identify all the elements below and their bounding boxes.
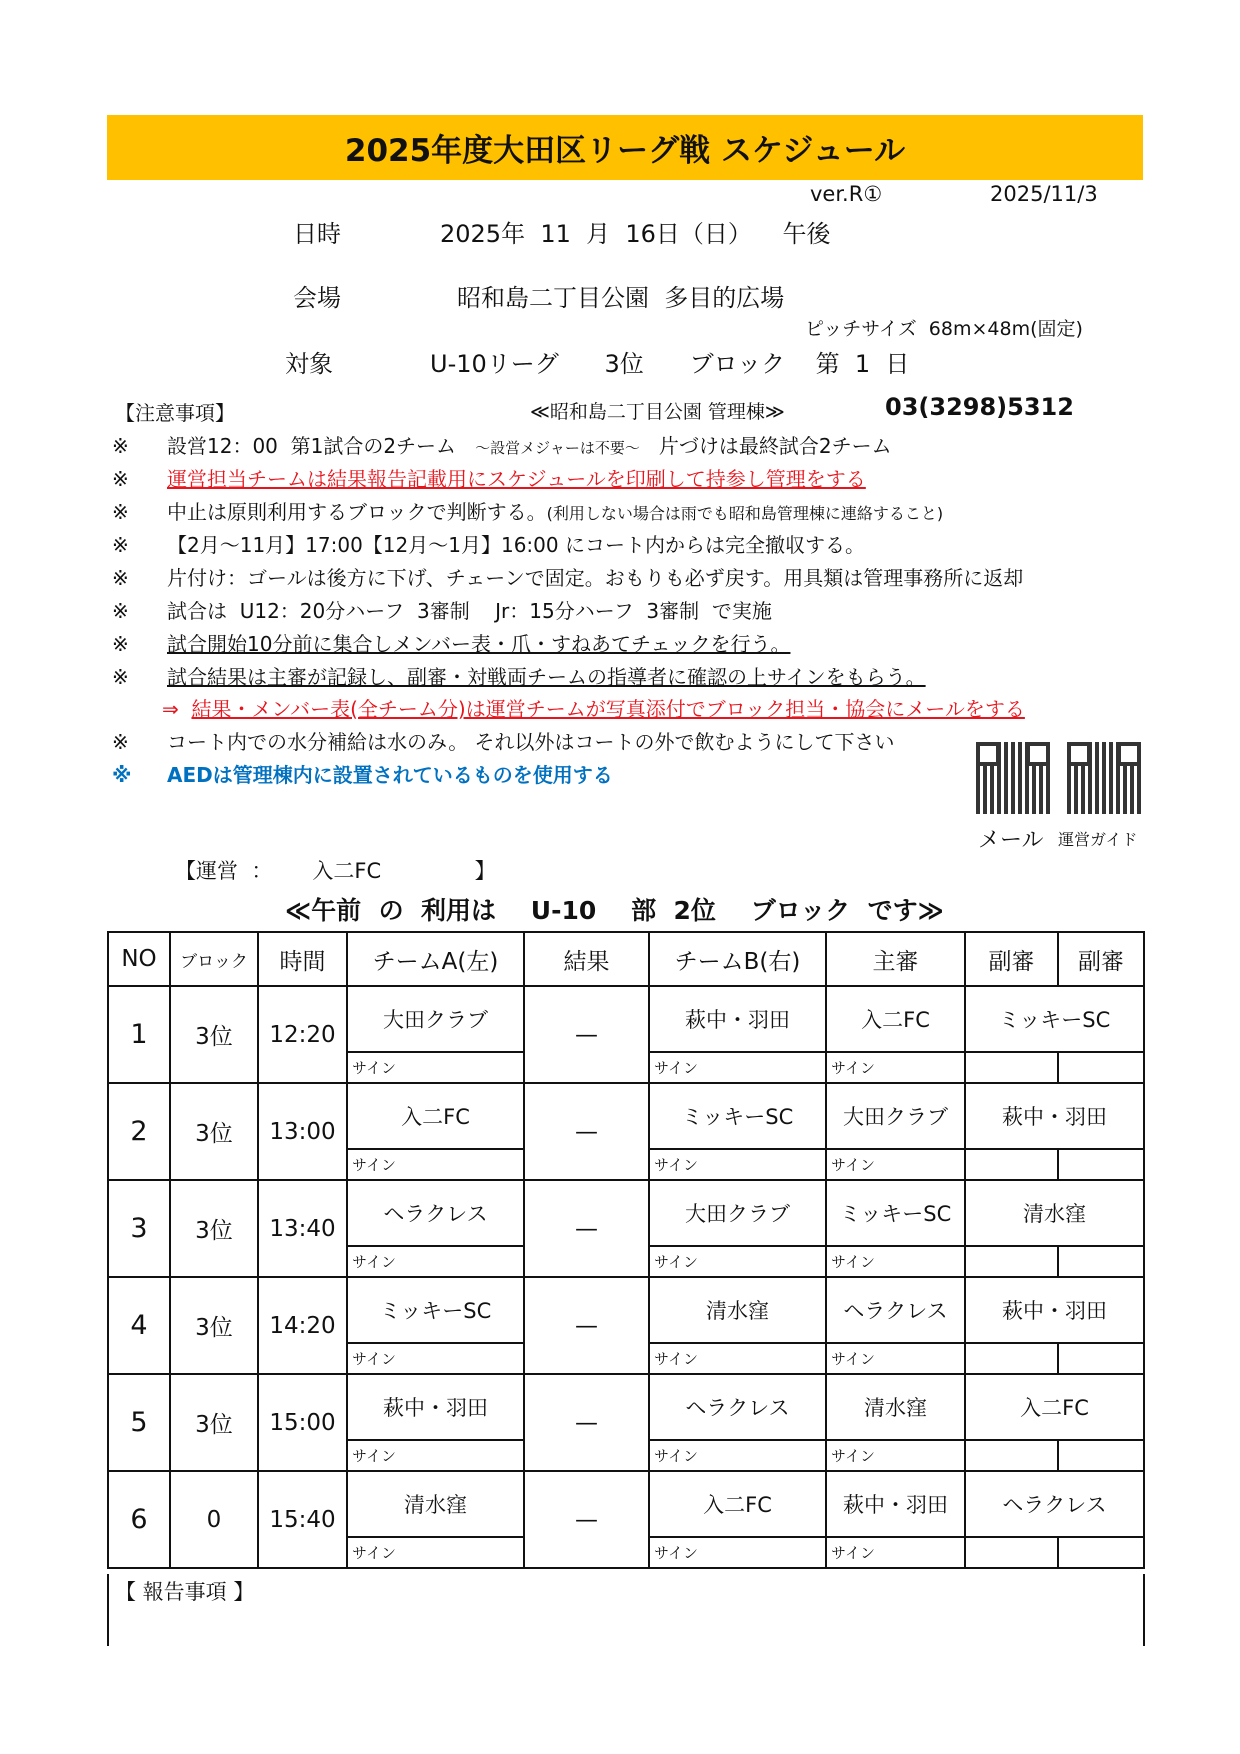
match-no: 2 — [108, 1083, 170, 1180]
column-header: NO — [108, 932, 170, 986]
match-no: 4 — [108, 1277, 170, 1374]
assistant-sign-1 — [965, 1149, 1058, 1180]
column-header: ブロック — [170, 932, 258, 986]
team-a-cell: 入二FC — [347, 1083, 524, 1149]
table-row — [108, 1083, 1144, 1149]
team-a-sign: サイン — [347, 1440, 524, 1471]
match-no: 1 — [108, 986, 170, 1083]
contact-label: ≪昭和島二丁目公園 管理棟≫ — [530, 401, 785, 423]
referee-cell: 大田クラブ — [826, 1083, 965, 1149]
team-b-sign: サイン — [649, 1440, 826, 1471]
column-header: 結果 — [524, 932, 649, 986]
operator-team: 【運営 ： 入二FC 】 — [175, 859, 496, 883]
team-a-cell: ヘラクレス — [347, 1180, 524, 1246]
team-b-sign: サイン — [649, 1149, 826, 1180]
datetime-label: 日時 — [293, 220, 341, 248]
team-a-cell: 清水窪 — [347, 1471, 524, 1537]
target-label: 対象 — [285, 350, 333, 378]
column-header: 時間 — [258, 932, 347, 986]
time-cell: 13:00 — [258, 1083, 347, 1180]
version: ver.R① — [810, 182, 883, 206]
team-b-sign: サイン — [649, 1343, 826, 1374]
note-aed: ※ AEDは管理棟内に設置されているものを使用する — [112, 763, 613, 787]
note-match-format: ※ 試合は U12：20分ハーフ 3審制 Jr：15分ハーフ 3審制 で実施 — [112, 599, 772, 623]
time-cell: 13:40 — [258, 1180, 347, 1277]
pitch-size: ピッチサイズ 68m×48m(固定) — [805, 318, 1083, 340]
team-b-cell: ヘラクレス — [649, 1374, 826, 1440]
datetime-value: 2025年 11 月 16日（日） 午後 — [440, 220, 831, 248]
block-cell: 3位 — [170, 986, 258, 1083]
column-header: 主審 — [826, 932, 965, 986]
referee-cell: ミッキーSC — [826, 1180, 965, 1246]
team-a-sign: サイン — [347, 1149, 524, 1180]
assistant-sign-1 — [965, 1537, 1058, 1568]
qr-label-mail: メール — [978, 828, 1044, 853]
assistant-sign-2 — [1058, 1537, 1144, 1568]
note-print: ※ 運営担当チームは結果報告記載用にスケジュールを印刷して持参し管理をする — [112, 467, 866, 491]
table-row — [108, 1471, 1144, 1537]
issue-date: 2025/11/3 — [990, 182, 1098, 206]
assistant-referee-cell: 入二FC — [965, 1374, 1144, 1440]
note-check: ※ 試合開始10分前に集合しメンバー表・爪・すねあてチェックを行う。 — [112, 632, 791, 656]
time-cell: 15:00 — [258, 1374, 347, 1471]
time-cell: 14:20 — [258, 1277, 347, 1374]
assistant-sign-2 — [1058, 1246, 1144, 1277]
table-row — [108, 1277, 1144, 1343]
assistant-referee-cell: 萩中・羽田 — [965, 1277, 1144, 1343]
match-no: 6 — [108, 1471, 170, 1568]
block-cell: 3位 — [170, 1083, 258, 1180]
morning-usage: ≪午前 の 利用は U-10 部 2位 ブロック です≫ — [285, 896, 944, 925]
time-cell: 12:20 — [258, 986, 347, 1083]
team-b-sign: サイン — [649, 1537, 826, 1568]
block-cell: 3位 — [170, 1374, 258, 1471]
column-header: 副審 — [1058, 932, 1144, 986]
team-a-cell: 大田クラブ — [347, 986, 524, 1052]
assistant-sign-1 — [965, 1440, 1058, 1471]
qr-code-icon[interactable] — [976, 742, 1050, 814]
note-cancel: ※ 中止は原則利用するブロックで判断する。(利用しない場合は雨でも昭和島管理棟に連絡すること) — [112, 500, 944, 524]
result-cell: — — [524, 1180, 649, 1277]
contact-phone: 03(3298)5312 — [885, 393, 1074, 421]
qr-code-icon[interactable] — [1067, 742, 1141, 814]
result-cell: — — [524, 986, 649, 1083]
team-b-cell: 萩中・羽田 — [649, 986, 826, 1052]
table-row — [108, 1374, 1144, 1440]
team-a-cell: 萩中・羽田 — [347, 1374, 524, 1440]
team-a-cell: ミッキーSC — [347, 1277, 524, 1343]
referee-cell: 入二FC — [826, 986, 965, 1052]
note-cleanup: ※ 片付け：ゴールは後方に下げ、チェーンで固定。おもりも必ず戻す。用具類は管理事務所に返却 — [112, 566, 1024, 590]
report-label: 【 報告事項 】 — [115, 1580, 255, 1604]
referee-cell: 清水窪 — [826, 1374, 965, 1440]
referee-sign: サイン — [826, 1052, 965, 1083]
assistant-sign-2 — [1058, 1052, 1144, 1083]
assistant-sign-2 — [1058, 1149, 1144, 1180]
team-a-sign: サイン — [347, 1343, 524, 1374]
assistant-sign-1 — [965, 1343, 1058, 1374]
team-b-sign: サイン — [649, 1246, 826, 1277]
referee-sign: サイン — [826, 1149, 965, 1180]
referee-cell: ヘラクレス — [826, 1277, 965, 1343]
note-result: ※ 試合結果は主審が記録し、副審・対戦両チームの指導者に確認の上サインをもらう。 — [112, 665, 926, 689]
assistant-sign-1 — [965, 1052, 1058, 1083]
team-a-sign: サイン — [347, 1246, 524, 1277]
qr-label-guide: 運営ガイド — [1058, 830, 1138, 849]
assistant-sign-2 — [1058, 1343, 1144, 1374]
block-cell: 0 — [170, 1471, 258, 1568]
note-withdraw: ※ 【2月～11月】17:00【12月～1月】16:00 にコート内からは完全撤収する。 — [112, 533, 865, 557]
referee-sign: サイン — [826, 1440, 965, 1471]
assistant-referee-cell: 清水窪 — [965, 1180, 1144, 1246]
result-cell: — — [524, 1374, 649, 1471]
note-report-mail: ⇒ 結果・メンバー表(全チーム分)は運営チームが写真添付でブロック担当・協会にメールをする — [162, 697, 1025, 721]
assistant-sign-2 — [1058, 1440, 1144, 1471]
referee-sign: サイン — [826, 1537, 965, 1568]
team-b-cell: 入二FC — [649, 1471, 826, 1537]
team-b-cell: 清水窪 — [649, 1277, 826, 1343]
assistant-referee-cell: 萩中・羽田 — [965, 1083, 1144, 1149]
match-no: 5 — [108, 1374, 170, 1471]
assistant-referee-cell: ヘラクレス — [965, 1471, 1144, 1537]
table-row — [108, 1180, 1144, 1246]
schedule-table — [107, 931, 1145, 1569]
note-water: ※ コート内での水分補給は水のみ。 それ以外はコートの外で飲むようにして下さい — [112, 730, 895, 754]
time-cell: 15:40 — [258, 1471, 347, 1568]
notes-header: 【注意事項】 — [115, 401, 235, 425]
result-cell: — — [524, 1277, 649, 1374]
team-b-cell: 大田クラブ — [649, 1180, 826, 1246]
referee-sign: サイン — [826, 1246, 965, 1277]
venue-label: 会場 — [293, 284, 341, 312]
assistant-sign-1 — [965, 1246, 1058, 1277]
assistant-referee-cell: ミッキーSC — [965, 986, 1144, 1052]
team-a-sign: サイン — [347, 1052, 524, 1083]
team-b-sign: サイン — [649, 1052, 826, 1083]
result-cell: — — [524, 1083, 649, 1180]
match-no: 3 — [108, 1180, 170, 1277]
venue-value: 昭和島二丁目公園 多目的広場 — [457, 284, 785, 312]
result-cell: — — [524, 1471, 649, 1568]
referee-sign: サイン — [826, 1343, 965, 1374]
block-cell: 3位 — [170, 1277, 258, 1374]
block-cell: 3位 — [170, 1180, 258, 1277]
team-a-sign: サイン — [347, 1537, 524, 1568]
column-header: チームB(右) — [649, 932, 826, 986]
referee-cell: 萩中・羽田 — [826, 1471, 965, 1537]
table-row — [108, 986, 1144, 1052]
column-header: 副審 — [965, 932, 1058, 986]
column-header: チームA(左) — [347, 932, 524, 986]
note-setup: ※ 設営12：00 第1試合の2チーム ～設営メジャーは不要～ 片づけは最終試合2チーム — [112, 434, 892, 458]
team-b-cell: ミッキーSC — [649, 1083, 826, 1149]
report-box — [107, 1574, 1145, 1646]
target-value: U-10リーグ 3位 ブロック 第 1 日 — [430, 350, 910, 378]
page-title: 2025年度大田区リーグ戦 スケジュール — [107, 115, 1143, 180]
